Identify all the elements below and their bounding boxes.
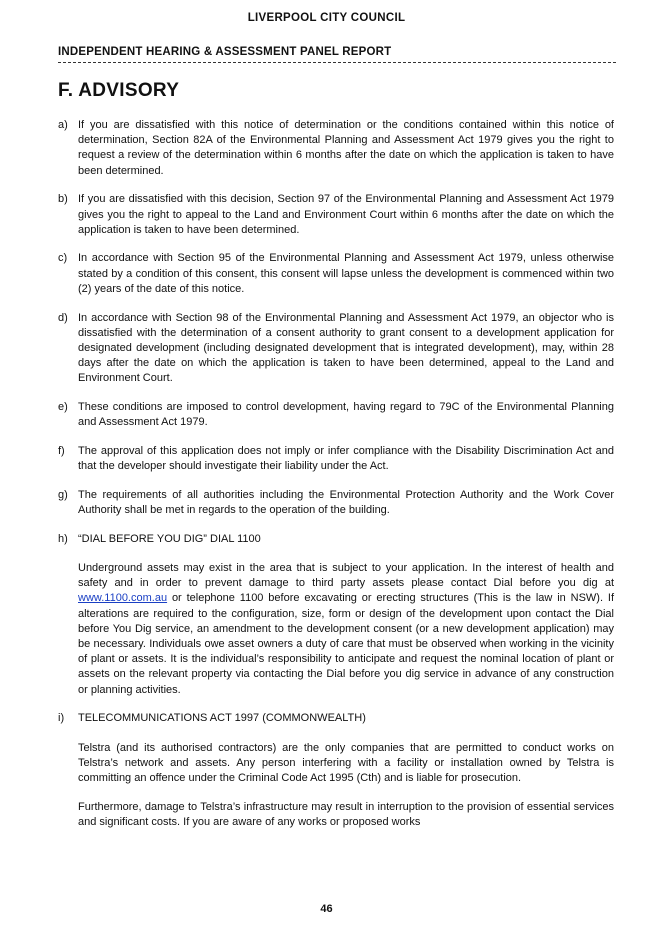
item-marker: d) [58,311,68,324]
advisory-list [58,118,614,844]
list-item [58,444,614,474]
item-marker: i) [58,712,65,725]
list-item [58,400,614,430]
paragraph-text: Underground assets may exist in the area that is subject to your application. In the interest of health and safety and in order to prevent damage to third party assets please contact Dial before you dig at [78,561,614,590]
list-item [58,251,614,297]
dial-before-you-dig-link[interactable]: www.1100.com.au [78,592,168,605]
page-number: 46 [320,903,333,915]
header-divider [58,62,616,63]
list-item [58,192,614,238]
item-text: The approval of this application does not imply or infer compliance with the Disability Discrimination Act and that the developer should investigate their liability under the Act. [78,444,614,473]
list-item [58,488,614,518]
item-paragraph [78,561,614,698]
paragraph-text: or telephone 1100 before excavating or erecting structures (This is the law in NSW). If alterations are required to the configuration, size, form or design of the development upon contact the Dial before You Dig service, an amendment to the development consent (or a new development application) may be necessary. Individuals owe asset owners a duty of care that must be observed when working in the vicinity of plant or assets. It is the individual’s responsibility to anticipate and request the nominal location of plant or assets on the relevant property via contacting the Dial before you dig service in advance of any construction or planning activities. [78,592,614,696]
item-text: If you are dissatisfied with this decision, Section 97 of the Environmental Planning and Assessment Act 1979 gives you the right to appeal to the Land and Environment Court within 6 months after the date on which the application is taken to have been determined. [78,193,614,236]
item-marker: g) [58,488,68,501]
list-item-telecommunications [58,711,614,830]
item-text: In accordance with Section 95 of the Environmental Planning and Assessment Act 1979, unless otherwise stated by a condition of this consent, this consent will lapse unless the development is commenced within two (2) years of the date of this notice. [78,252,614,295]
item-marker: a) [58,119,68,131]
item-paragraph: Furthermore, damage to Telstra’s infrastructure may result in interruption to the provision of essential services and significant costs. If you are aware of any works or proposed works [78,801,614,829]
item-heading: “DIAL BEFORE YOU DIG” DIAL 1100 [78,532,261,545]
item-paragraph: Telstra (and its authorised contractors) are the only companies that are permitted to conduct works on Telstra’s network and assets. Any person interfering with a facility or installation owned by Telstra is committing an offence under the Criminal Code Act 1995 (Cth) and is liable for prosecution. [78,741,614,784]
report-title: INDEPENDENT HEARING & ASSESSMENT PANEL REPORT [58,46,392,58]
item-text: In accordance with Section 98 of the Environmental Planning and Assessment Act 1979, an objector who is dissatisfied with the determination of a consent authority to grant consent to a development application for designated development (including designated development that is integrated development), may, within 28 days after the date on which the application is taken to have been determined, appeal to the Land and Environment Court. [78,311,614,385]
item-marker: h) [58,532,68,545]
section-title: F. ADVISORY [58,80,180,101]
item-marker: c) [58,252,68,265]
council-name: LIVERPOOL CITY COUNCIL [247,12,406,24]
list-item [58,118,614,179]
item-text: If you are dissatisfied with this notice of determination or the conditions contained within this notice of determination, Section 82A of the Environmental Planning and Assessment Act 1979 gives you the right to request a review of the determination within 6 months after the date on which the application is taken to have been determined. [78,119,614,177]
item-marker: f) [58,444,65,457]
item-marker: b) [58,193,68,206]
item-text: These conditions are imposed to control development, having regard to 79C of the Environmental Planning and Assessment Act 1979. [78,401,614,429]
list-item [58,311,614,387]
list-item-dial-before-you-dig [58,532,614,698]
item-text: The requirements of all authorities including the Environmental Protection Authority and the Work Cover Authority shall be met in regards to the operation of the building. [78,488,614,517]
item-heading: TELECOMMUNICATIONS ACT 1997 (COMMONWEALTH) [78,712,366,725]
item-marker: e) [58,401,68,414]
